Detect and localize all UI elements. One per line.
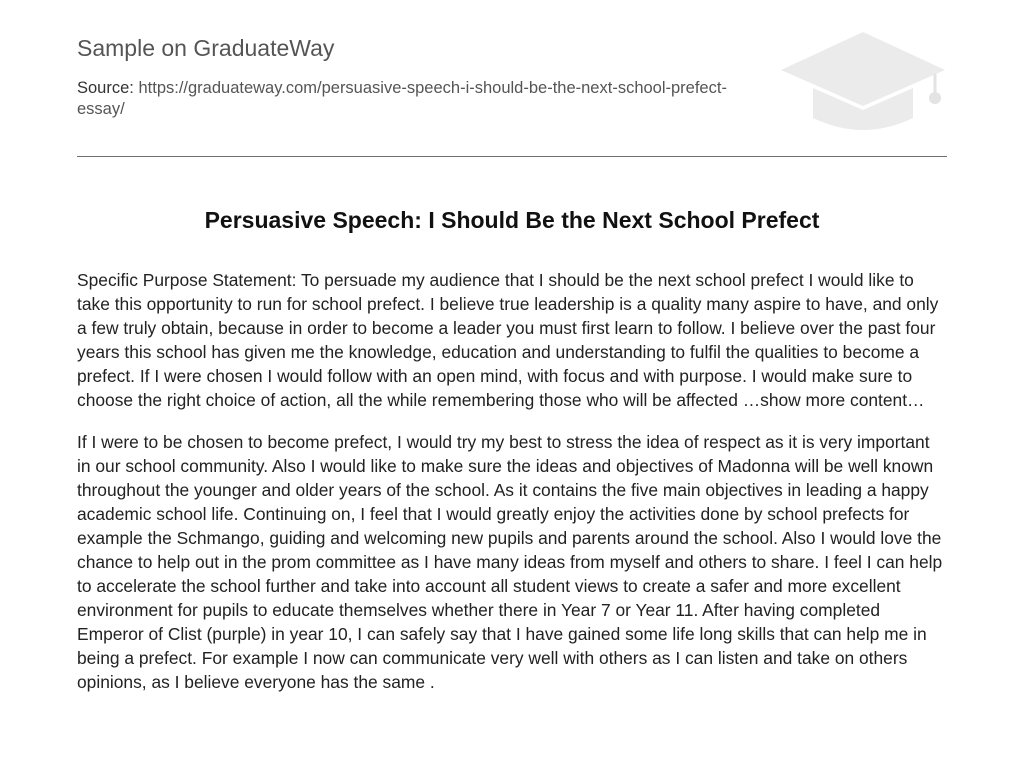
source-label: Source:	[77, 79, 134, 97]
site-title: Sample on GraduateWay	[77, 35, 335, 61]
paragraph: If I were to be chosen to become prefect, I would try my best to stress the idea of respect as it is very important in our school community. Also I would like to make sure the ideas and objectives of Madonna will be well known throughout the younger and older years of the school. As it contains the five main objectives in leading a happy academic school life. Continuing on, I feel that I would greatly enjoy the activities done by school prefects for example the Schmango, guiding and welcoming new pupils and parents around the school. Also I would love the chance to help out in the prom committee as I have many ideas from myself and others to share. I feel I can help to accelerate the school further and take into account all student views to create a safer and more excellent environment for pupils to educate themselves whether there in Year 7 or Year 11. After having completed Emperor of Clist (purple) in year 10, I can safely say that I have gained some life long skills that can help me in being a prefect. For example I now can communicate very well with others as I can listen and take on others opinions, as I believe everyone has the same .	[77, 432, 943, 692]
source-line	[77, 78, 757, 120]
document-body	[77, 268, 947, 712]
source-link[interactable]: https://graduateway.com/persuasive-speech-i-should-be-the-next-school-prefect-essay/	[77, 79, 727, 118]
document-title: Persuasive Speech: I Should Be the Next School Prefect	[204, 207, 820, 233]
paragraph: Specific Purpose Statement: To persuade my audience that I should be the next school prefect I would like to take this opportunity to run for school prefect. I believe true leadership is a quality many aspire to have, and only a few truly obtain, because in order to become a leader you must first learn to follow. I believe over the past four years this school has given me the knowledge, education and understanding to fulfil the qualities to become a prefect. If I were chosen I would follow with an open mind, with focus and with purpose. I would make sure to choose the right choice of action, all the while remembering those who will be affected …show more content…	[77, 270, 939, 410]
graduation-cap-icon	[779, 30, 947, 134]
header	[77, 0, 947, 157]
page	[77, 0, 947, 692]
